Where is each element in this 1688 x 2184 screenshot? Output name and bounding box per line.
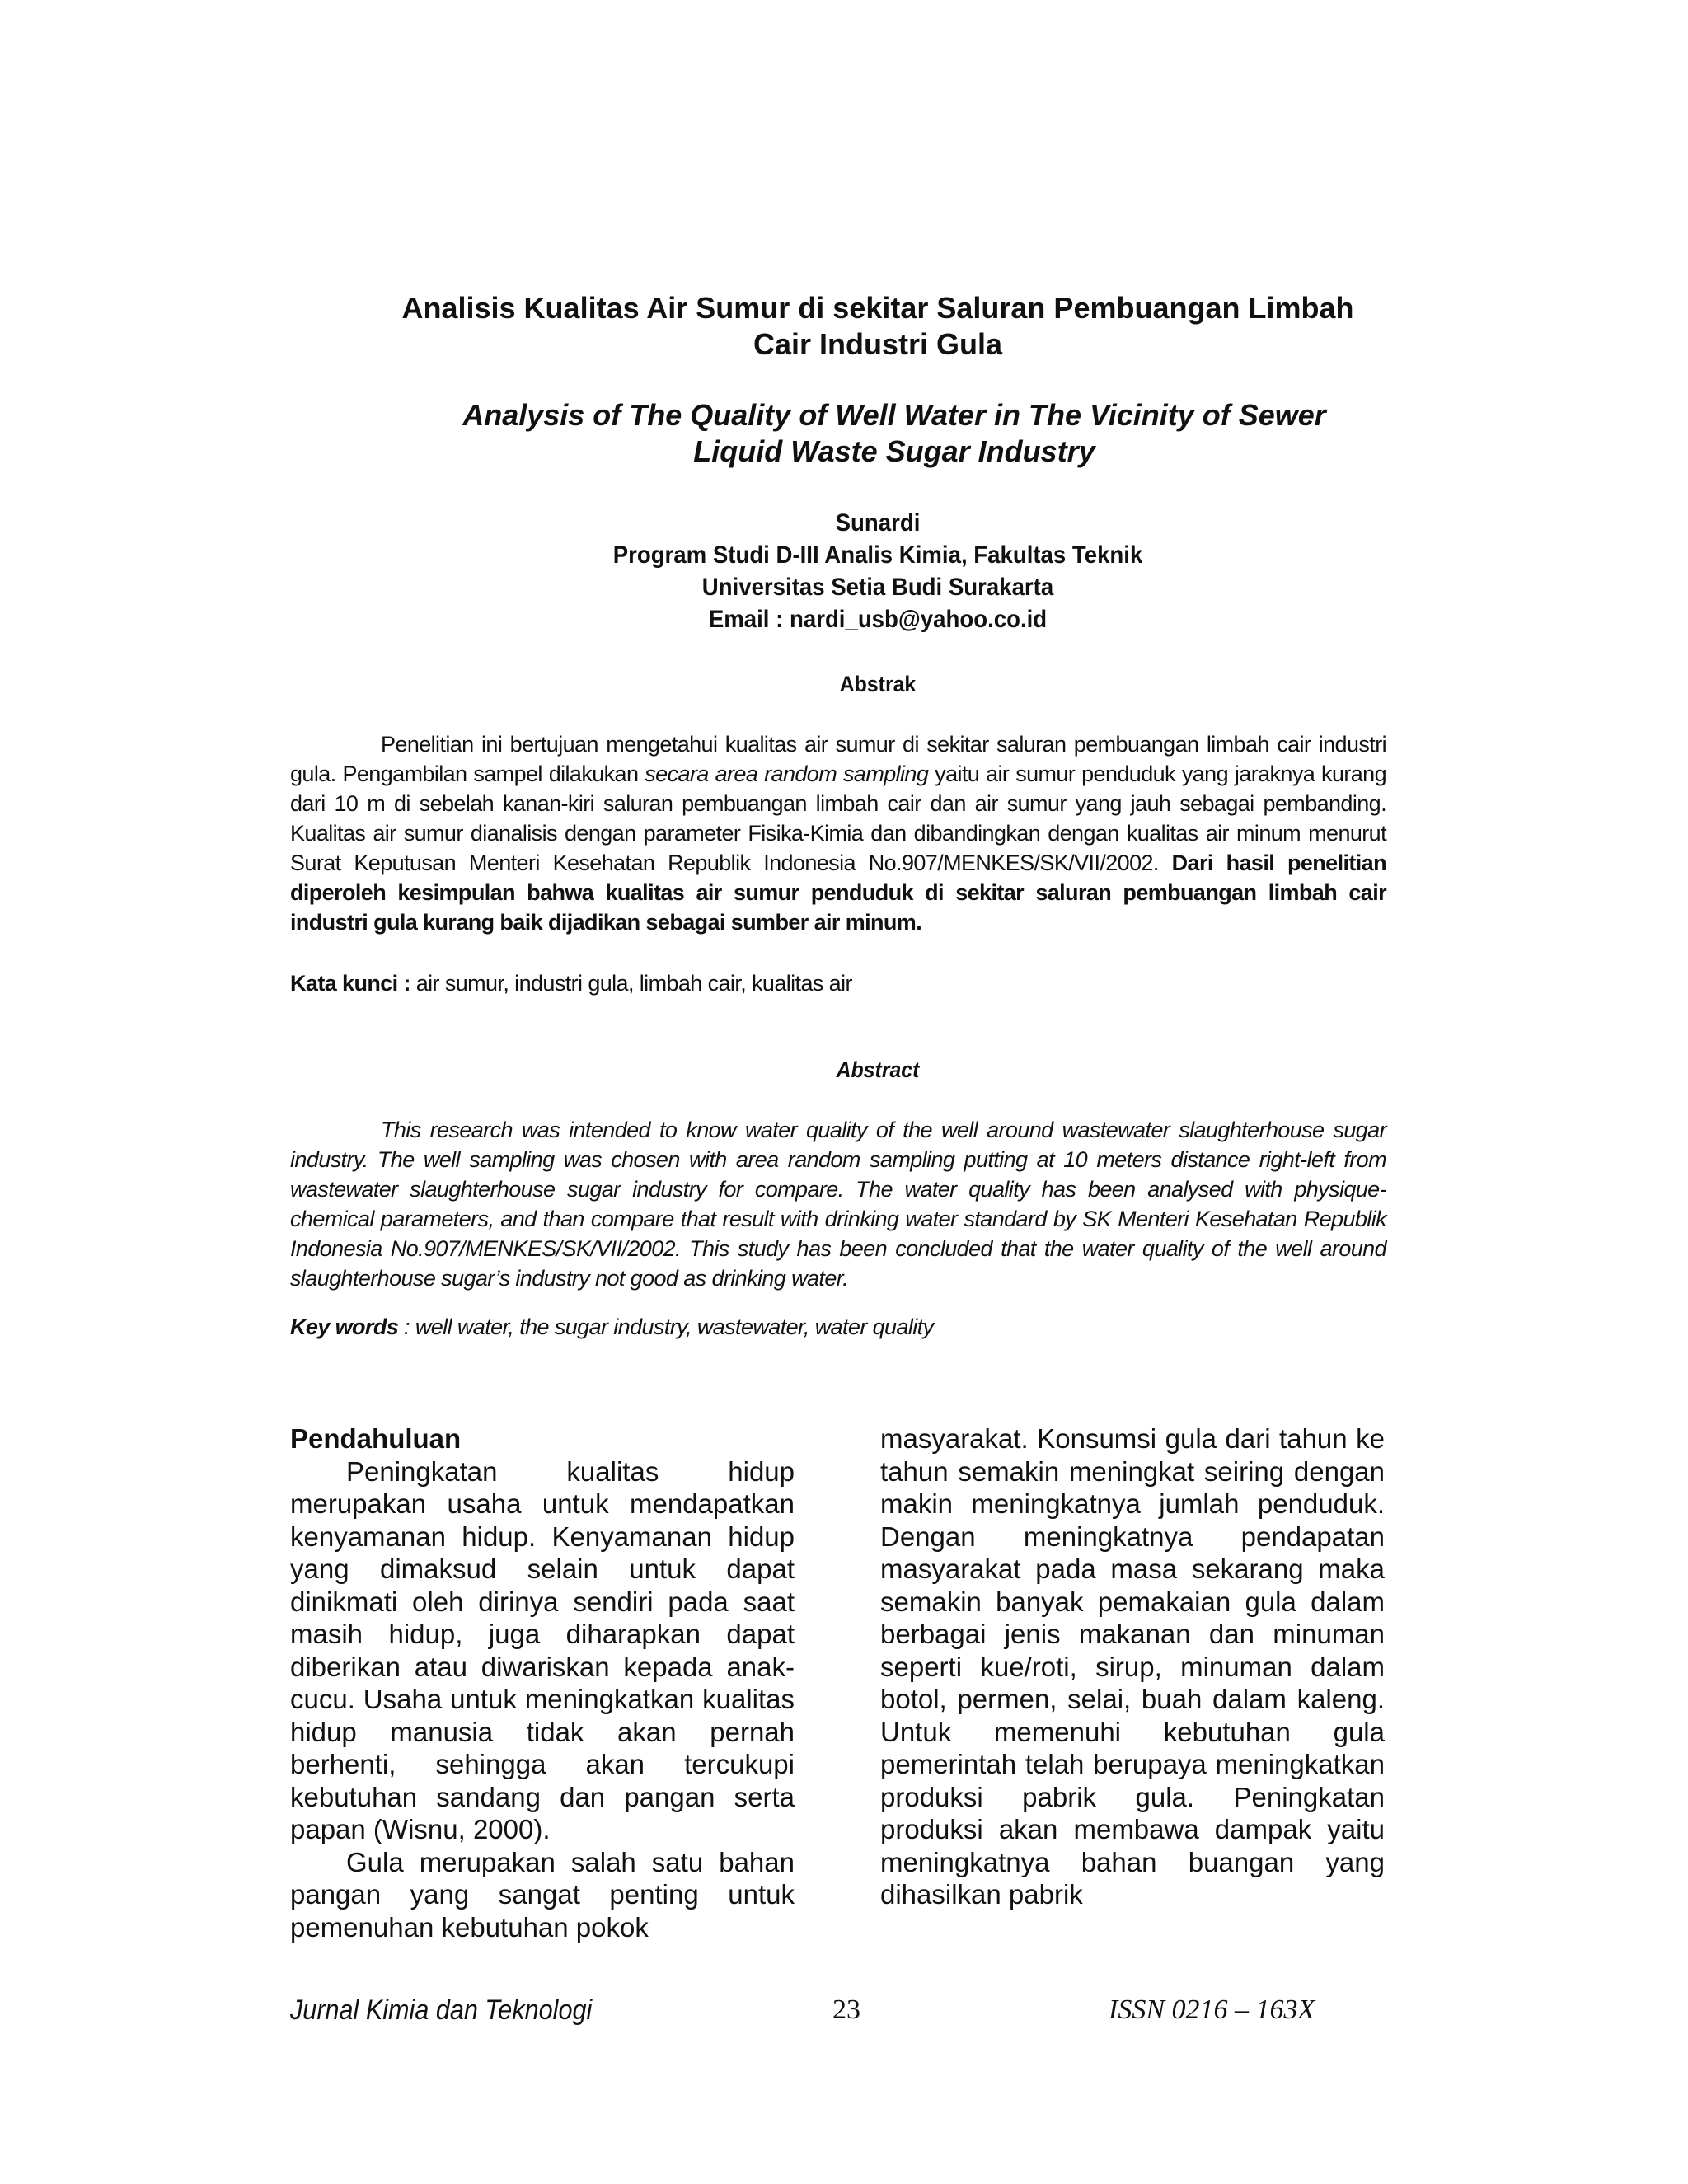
footer-issn: ISSN 0216 – 163X: [1109, 1994, 1315, 2025]
author-email: Email : nardi_usb@yahoo.co.id: [708, 606, 1048, 633]
body-paragraph: Peningkatan kualitas hidup merupakan usaha untuk mendapatkan kenyamanan hidup. Kenyamanan hidup yang dimaksud selain untuk dapat dinikmati oleh dirinya sendiri pada saat masih hidup, juga diharapkan dapat diberikan atau diwariskan kepada anak-cucu. Usaha untuk meningkatkan kualitas hidup manusia tidak akan pernah berhenti, sehingga akan tercukupi kebutuhan sandang dan pangan serta papan (Wisnu, 2000).: [290, 1455, 795, 1844]
body-paragraph: Gula merupakan salah satu bahan pangan yang sangat penting untuk pemenuhan kebutuhan pokok: [290, 1846, 795, 1943]
section-heading-pendahuluan: Pendahuluan: [290, 1423, 462, 1454]
title-english: [363, 397, 1426, 470]
key-words: [290, 1312, 1386, 1342]
abstract-body: This research was intended to know water quality of the well around wastewater slaughterhouse sugar industry. The well sampling was chosen with area random sampling putting at 10 meters distance right-left from wastewater slaughterhouse sugar industry for compare. The water quality has been analysed with physique-chemical parameters, and than compare that result with drinking water standard by SK Menteri Kesehatan Republik Indonesia No.907/MENKES/SK/VII/2002. This study has been concluded that the water quality of the well around slaughterhouse sugar’s industry not good as drinking water.: [290, 1118, 1386, 1291]
title-en-line2: Liquid Waste Sugar Industry: [693, 434, 1095, 468]
abstrak-text-bold: Dari hasil penelitian diperoleh kesimpulan bahwa kualitas air sumur penduduk di sekitar saluran pembuangan limbah cair industri gula kurang baik dijadikan sebagai sumber air minum.: [290, 851, 1386, 935]
body-column-right: [880, 1422, 1385, 1911]
title-en-line1: Analysis of The Quality of Well Water in The Vicinity of Sewer: [462, 398, 1326, 432]
author-name: Sunardi: [835, 509, 921, 537]
footer-page-number: 23: [832, 1994, 860, 2025]
abstract-heading: Abstract: [836, 1057, 920, 1082]
footer-journal-name: Jurnal Kimia dan Teknologi: [290, 1994, 593, 2026]
abstrak-heading: Abstrak: [839, 672, 917, 696]
kata-kunci-label: Kata kunci :: [290, 971, 410, 996]
title-indonesian: [330, 290, 1426, 363]
kata-kunci-values: air sumur, industri gula, limbah cair, kualitas air: [410, 971, 852, 996]
author-block: [330, 507, 1426, 635]
author-university: Universitas Setia Budi Surakarta: [701, 574, 1054, 601]
body-paragraph: masyarakat. Konsumsi gula dari tahun ke tahun semakin meningkat seiring dengan makin meningkatnya jumlah penduduk. Dengan meningkatnya pendapatan masyarakat pada masa sekarang maka semakin banyak pemakaian gula dalam berbagai jenis makanan dan minuman seperti kue/roti, sirup, minuman dalam botol, permen, selai, buah dalam kaleng. Untuk memenuhi kebutuhan gula pemerintah telah berupaya meningkatkan produksi pabrik gula. Peningkatan produksi akan membawa dampak yaitu meningkatnya bahan buangan yang dihasilkan pabrik: [880, 1423, 1385, 1910]
abstrak-text-1: Penelitian ini bertujuan mengetahui kualitas air sumur di sekitar saluran pembuangan limbah cair industri gula. Pengambilan sampel dilakukan: [290, 732, 1386, 786]
key-words-values: : well water, the sugar industry, wastewater, water quality: [398, 1315, 934, 1339]
kata-kunci: [290, 968, 1386, 998]
author-department: Program Studi D-III Analis Kimia, Fakultas Teknik: [612, 541, 1143, 569]
page-footer: [0, 1994, 1688, 2036]
body-column-left: [290, 1422, 795, 1943]
key-words-label: Key words: [290, 1315, 399, 1339]
abstrak-body: [290, 729, 1386, 937]
title-id-line2: Cair Industri Gula: [753, 327, 1003, 361]
title-id-line1: Analisis Kualitas Air Sumur di sekitar Saluran Pembuangan Limbah: [401, 291, 1354, 325]
abstrak-text-2: yaitu air sumur penduduk yang jaraknya kurang dari 10 m di sebelah kanan-kiri saluran pembuangan limbah cair dan air sumur yang jauh sebagai pembanding. Kualitas air sumur dianalisis dengan parameter Fisika-Kimia dan dibandingkan dengan kualitas air minum menurut Surat Keputusan Menteri Kesehatan Republik Indonesia No.907/MENKES/SK/VII/2002.: [290, 762, 1386, 875]
abstrak-text-italic: secara area random sampling: [645, 762, 929, 786]
